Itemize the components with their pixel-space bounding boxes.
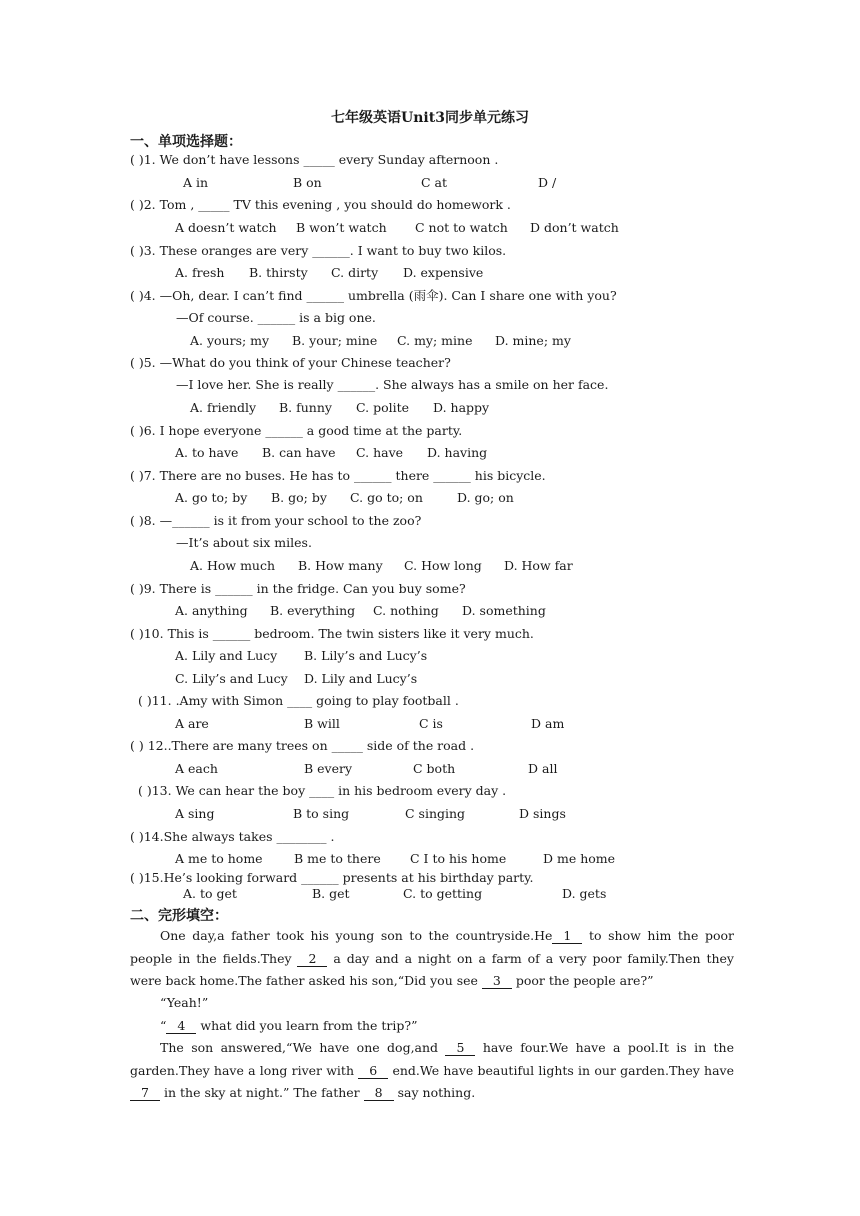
option: C at	[421, 175, 448, 190]
option: B every	[304, 761, 353, 776]
question-5-line-2: —I love her. She is really ______. She always has a smile on her face.	[176, 377, 609, 392]
option: D. happy	[433, 400, 490, 415]
cloze-blank-6: 6	[358, 1063, 388, 1079]
option: C. polite	[356, 400, 410, 415]
cloze-paragraph-1	[130, 925, 734, 993]
cloze-blank-3: 3	[482, 973, 512, 989]
question-9: ( )9. There is ______ in the fridge. Can you buy some?	[130, 581, 466, 596]
option: D. something	[462, 603, 546, 618]
option: A. anything	[175, 603, 248, 618]
question-6: ( )6. I hope everyone ______ a good time at the party.	[130, 423, 463, 438]
option: D don’t watch	[530, 220, 619, 235]
cloze-text: what did you learn from the trip?”	[196, 1018, 418, 1033]
cloze-blank-1: 1	[552, 928, 582, 944]
question-10: ( )10. This is ______ bedroom. The twin sisters like it very much.	[130, 626, 534, 641]
option: C not to watch	[415, 220, 508, 235]
option: B. go; by	[271, 490, 327, 505]
question-12: ( ) 12..There are many trees on _____ side of the road .	[130, 738, 475, 753]
section-heading-multiple-choice: 一、单项选择题：	[130, 134, 242, 150]
cloze-blank-5: 5	[445, 1040, 475, 1056]
cloze-blank-7: 7	[130, 1085, 160, 1101]
option: B. funny	[279, 400, 332, 415]
cloze-text: to show him the poor people in the fields.They	[130, 928, 734, 966]
option: A. yours; my	[190, 333, 270, 348]
option: C I to his home	[410, 851, 507, 866]
cloze-text: say nothing.	[393, 1085, 476, 1100]
option: C. my; mine	[397, 333, 473, 348]
option: D. Lily and Lucy’s	[304, 671, 418, 686]
option: D. gets	[562, 886, 607, 901]
option: A are	[175, 716, 209, 731]
option: D. having	[427, 445, 488, 460]
option: C. nothing	[373, 603, 439, 618]
option: B on	[293, 175, 322, 190]
page-title: 七年级英语Unit3同步单元练习	[331, 110, 529, 126]
question-14: ( )14.She always takes ________ .	[130, 829, 335, 844]
option: A. friendly	[190, 400, 257, 415]
option: B. everything	[270, 603, 356, 618]
question-1: ( )1. We don’t have lessons _____ every Sunday afternoon .	[130, 152, 499, 167]
option: D. expensive	[403, 265, 484, 280]
option: B. How many	[298, 558, 383, 573]
option: B me to there	[294, 851, 381, 866]
cloze-blank-2: 2	[297, 951, 327, 967]
option: C. have	[356, 445, 404, 460]
option: B. your; mine	[292, 333, 378, 348]
cloze-text: end.We have beautiful lights in our garden.They have	[388, 1062, 734, 1078]
option: A. to have	[175, 445, 239, 460]
option: B to sing	[293, 806, 350, 821]
question-2: ( )2. Tom , _____ TV this evening , you should do homework .	[130, 197, 511, 212]
cloze-text: a day and a night on a farm of a very poor family.Then they were back home.The father asked his son,“Did you see	[130, 950, 734, 988]
option: D am	[531, 716, 565, 731]
option: C both	[413, 761, 456, 776]
option: B. get	[312, 886, 350, 901]
option: B. Lily’s and Lucy’s	[304, 648, 428, 663]
option: D all	[528, 761, 558, 776]
option: A. How much	[190, 558, 276, 573]
option: C. go to; on	[350, 490, 423, 505]
option: A. go to; by	[175, 490, 248, 505]
cloze-blank-4: 4	[166, 1018, 196, 1034]
option: A. fresh	[175, 265, 225, 280]
option: A. Lily and Lucy	[175, 648, 278, 663]
option: A doesn’t watch	[175, 220, 277, 235]
cloze-paragraph-3	[130, 1015, 734, 1038]
option: A. to get	[183, 886, 237, 901]
cloze-text: The son answered,“We have one dog,and	[160, 1040, 446, 1055]
option: D me home	[543, 851, 616, 866]
cloze-text: “Yeah!”	[160, 995, 209, 1010]
question-5: ( )5. —What do you think of your Chinese teacher?	[130, 355, 451, 370]
question-3: ( )3. These oranges are very ______. I want to buy two kilos.	[130, 243, 507, 258]
option: B won’t watch	[296, 220, 387, 235]
cloze-text: “	[160, 1018, 167, 1033]
cloze-paragraph-2	[130, 992, 734, 1015]
option: A sing	[175, 806, 215, 821]
option: C. to getting	[403, 886, 483, 901]
option: A in	[183, 175, 209, 190]
question-8-line-2: —It’s about six miles.	[176, 535, 312, 550]
option: D sings	[519, 806, 566, 821]
question-7: ( )7. There are no buses. He has to ______ there ______ his bicycle.	[130, 468, 546, 483]
option: D. mine; my	[495, 333, 571, 348]
cloze-blank-8: 8	[364, 1085, 394, 1101]
question-13: ( )13. We can hear the boy ____ in his bedroom every day .	[138, 783, 507, 798]
cloze-paragraph-4	[130, 1037, 734, 1105]
option: A each	[175, 761, 218, 776]
cloze-text: poor the people are?”	[511, 973, 654, 988]
section-heading-cloze: 二、完形填空：	[130, 908, 228, 924]
question-4-line-2: —Of course. ______ is a big one.	[176, 310, 376, 325]
option: B will	[304, 716, 340, 731]
option: C is	[419, 716, 443, 731]
option: C singing	[405, 806, 466, 821]
question-4: ( )4. —Oh, dear. I can’t find ______ umbrella (雨伞). Can I share one with you?	[130, 288, 617, 303]
option: D. How far	[504, 558, 573, 573]
option: A me to home	[175, 851, 263, 866]
option: C. Lily’s and Lucy	[175, 671, 288, 686]
option: C. dirty	[331, 265, 379, 280]
question-15: ( )15.He’s looking forward ______ presents at his birthday party.	[130, 870, 534, 885]
cloze-text: in the sky at night.” The father	[160, 1085, 364, 1100]
option: B. can have	[262, 445, 336, 460]
question-8: ( )8. —______ is it from your school to the zoo?	[130, 513, 422, 528]
option: C. How long	[404, 558, 482, 573]
question-11: ( )11. .Amy with Simon ____ going to play football .	[138, 693, 459, 708]
cloze-text: have four.We have a pool.It is in the garden.They have a long river with	[130, 1040, 734, 1078]
cloze-text: One day,a father took his young son to the countryside.He	[160, 928, 553, 943]
option: D /	[538, 175, 557, 190]
option: D. go; on	[457, 490, 514, 505]
option: B. thirsty	[249, 265, 308, 280]
